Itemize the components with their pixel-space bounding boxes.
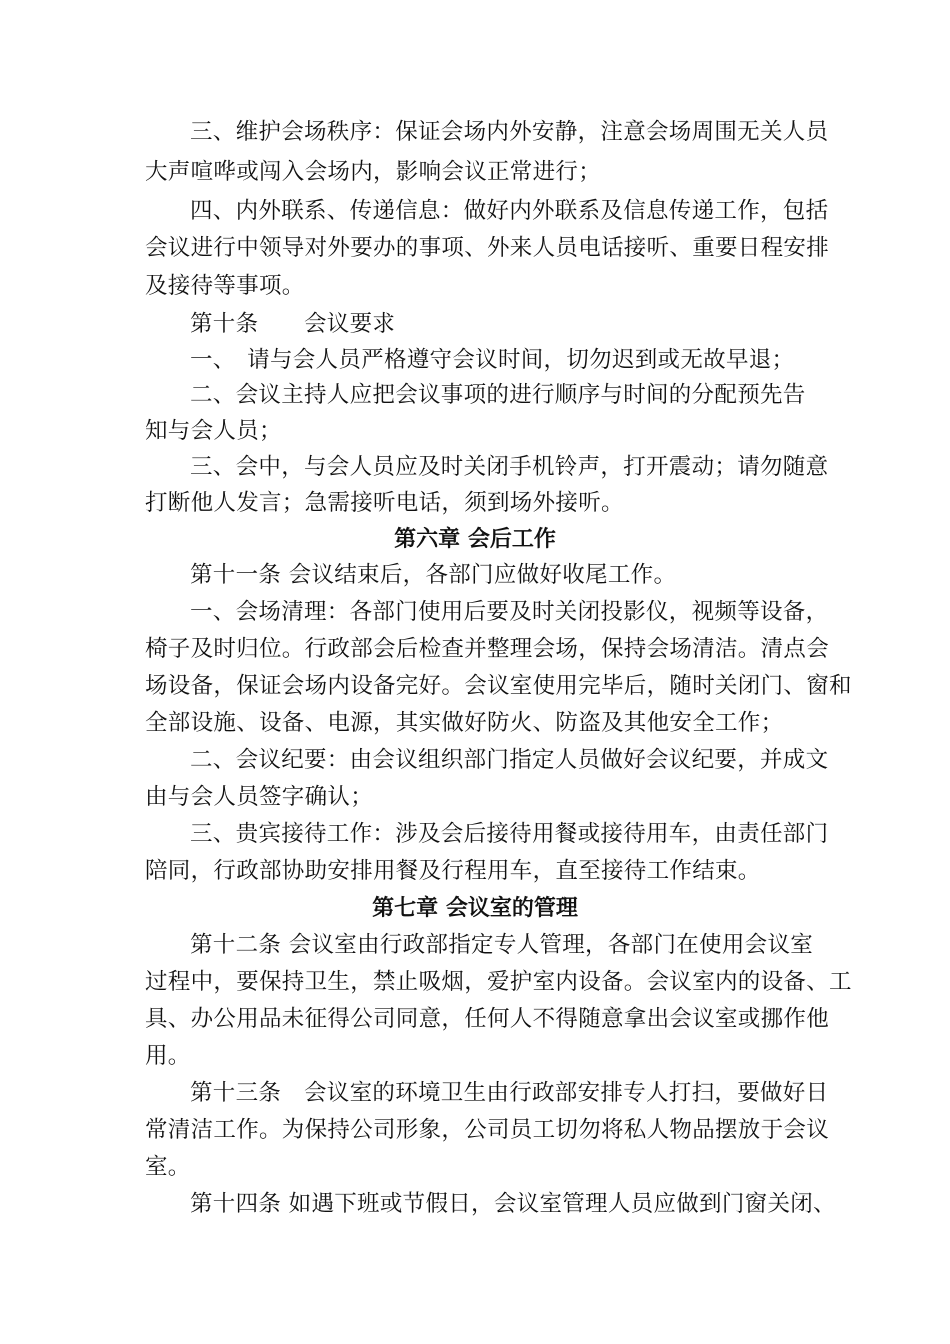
- paragraph-line: 三、会中，与会人员应及时关闭手机铃声，打开震动；请勿随意: [190, 454, 829, 480]
- paragraph-line: 三、贵宾接待工作：涉及会后接待用餐或接待用车，由责任部门: [190, 821, 829, 847]
- paragraph-line: 四、内外联系、传递信息：做好内外联系及信息传递工作，包括: [190, 198, 829, 224]
- paragraph-line: 及接待等事项。: [145, 273, 305, 299]
- paragraph-line: 全部设施、设备、电源，其实做好防火、防盗及其他安全工作；: [145, 710, 784, 736]
- paragraph-line: 常清洁工作。为保持公司形象，公司员工切勿将私人物品摆放于会议: [145, 1117, 830, 1143]
- paragraph-line: 第十四条 如遇下班或节假日，会议室管理人员应做到门窗关闭、: [190, 1191, 836, 1217]
- paragraph-line: 过程中，要保持卫生，禁止吸烟，爱护室内设备。会议室内的设备、工: [145, 969, 852, 995]
- paragraph-line: 大声喧哗或闯入会场内，影响会议正常进行；: [145, 159, 602, 185]
- paragraph-line: 第十三条 会议室的环境卫生由行政部安排专人打扫，要做好日: [190, 1080, 829, 1106]
- paragraph-line: 第十二条 会议室由行政部指定专人管理，各部门在使用会议室: [190, 932, 814, 958]
- paragraph-line: 椅子及时归位。行政部会后检查并整理会场，保持会场清洁。清点会: [145, 636, 830, 662]
- paragraph-line: 三、维护会场秩序：保证会场内外安静，注意会场周围无关人员: [190, 119, 829, 145]
- paragraph-line: 二、会议纪要：由会议组织部门指定人员做好会议纪要，并成文: [190, 747, 829, 773]
- paragraph-line: 打断他人发言；急需接听电话，须到场外接听。: [145, 490, 624, 516]
- paragraph-line: 一、 请与会人员严格遵守会议时间，切勿迟到或无故早退；: [190, 347, 795, 373]
- paragraph-line: 场设备，保证会场内设备完好。会议室使用完毕后，随时关闭门、窗和: [145, 673, 852, 699]
- paragraph-line: 会议进行中领导对外要办的事项、外来人员电话接听、重要日程安排: [145, 235, 830, 261]
- paragraph-line: 一、会场清理：各部门使用后要及时关闭投影仪，视频等设备，: [190, 599, 829, 625]
- paragraph-line: 用。: [145, 1043, 191, 1069]
- paragraph-line: 知与会人员；: [145, 418, 282, 444]
- paragraph-line: 具、办公用品未征得公司同意，任何人不得随意拿出会议室或挪作他: [145, 1006, 830, 1032]
- paragraph-line: 室。: [145, 1154, 191, 1180]
- chapter-heading: 第六章 会后工作: [394, 526, 556, 552]
- article-heading: 第十条 会议要求: [190, 311, 396, 337]
- paragraph-line: 陪同，行政部协助安排用餐及行程用车，直至接待工作结束。: [145, 858, 761, 884]
- paragraph-line: 二、会议主持人应把会议事项的进行顺序与时间的分配预先告: [190, 382, 806, 408]
- paragraph-line: 第十一条 会议结束后，各部门应做好收尾工作。: [190, 562, 677, 588]
- chapter-heading: 第七章 会议室的管理: [372, 895, 578, 921]
- paragraph-line: 由与会人员签字确认；: [145, 784, 374, 810]
